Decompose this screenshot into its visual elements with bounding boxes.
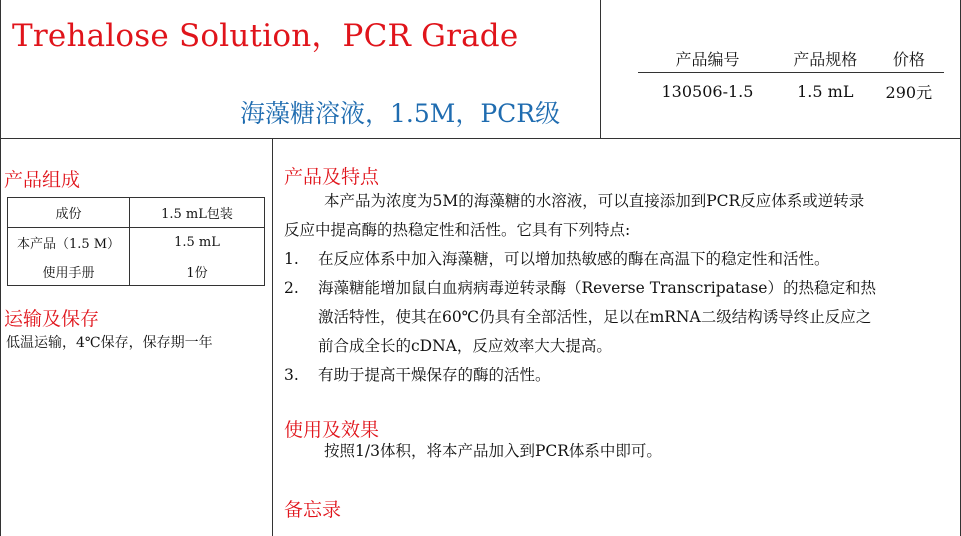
feature-num-3: 3. (284, 366, 299, 384)
page-title-en: Trehalose Solution，PCR Grade (12, 18, 519, 54)
spec-header-size: 产品规格 (777, 46, 874, 73)
feature-item-1 (284, 245, 830, 274)
left-border (0, 0, 1, 536)
comp-row-manual: 使用手册 (8, 257, 130, 286)
column-divider (272, 138, 273, 536)
spec-code: 130506-1.5 (661, 81, 754, 101)
features-intro-line2: 反应中提高酶的热稳定性和活性。它具有下列特点: (284, 221, 631, 239)
spec-price: 290元 (885, 82, 933, 102)
feature-text-2-line1: 海藻糖能增加鼠白血病病毒逆转录酶（Reverse Transcripatase）的热稳定和热 (318, 279, 876, 297)
spec-header-price: 价格 (874, 46, 944, 73)
feature-text-2-line3: 前合成全长的cDNA，反应效率大大提高。 (318, 337, 612, 355)
comp-row-product: 本产品（1.5 M） (8, 228, 130, 258)
comp-row-product-qty: 1.5 mL (174, 235, 220, 250)
spec-header-code: 产品编号 (638, 46, 777, 73)
comp-row-manual-qty: 1份 (186, 265, 208, 281)
memo-title: 备忘录 (284, 499, 342, 521)
feature-text-3: 有助于提高干燥保存的酶的活性。 (318, 366, 551, 384)
spec-size: 1.5 mL (797, 81, 854, 101)
storage-text: 低温运输，4℃保存，保存期一年 (6, 335, 213, 351)
spec-table (638, 46, 944, 103)
composition-title: 产品组成 (4, 169, 81, 191)
feature-item-2 (284, 274, 876, 303)
feature-num-1: 1. (284, 250, 299, 268)
top-divider (0, 138, 961, 139)
features-intro-line1: 本产品为浓度为5M的海藻糖的水溶液，可以直接添加到PCR反应体系或逆转录 (324, 192, 865, 210)
feature-text-1: 在反应体系中加入海藻糖，可以增加热敏感的酶在高温下的稳定性和活性。 (318, 250, 830, 268)
comp-header-pack: 1.5 mL包装 (130, 198, 265, 228)
usage-text: 按照1/3体积，将本产品加入到PCR体系中即可。 (324, 442, 662, 460)
feature-text-2-line2: 激活特性，使其在60℃仍具有全部活性，足以在mRNA二级结构诱导终止反应之 (318, 308, 872, 326)
storage-title: 运输及保存 (4, 308, 100, 330)
composition-table (7, 197, 265, 286)
feature-item-3 (284, 361, 551, 390)
page-title-cn: 海藻糖溶液，1.5M，PCR级 (240, 99, 561, 128)
comp-header-component: 成份 (8, 198, 130, 228)
feature-num-2: 2. (284, 279, 299, 297)
header-divider (600, 0, 601, 138)
usage-title: 使用及效果 (284, 419, 380, 441)
features-title: 产品及特点 (284, 166, 380, 188)
